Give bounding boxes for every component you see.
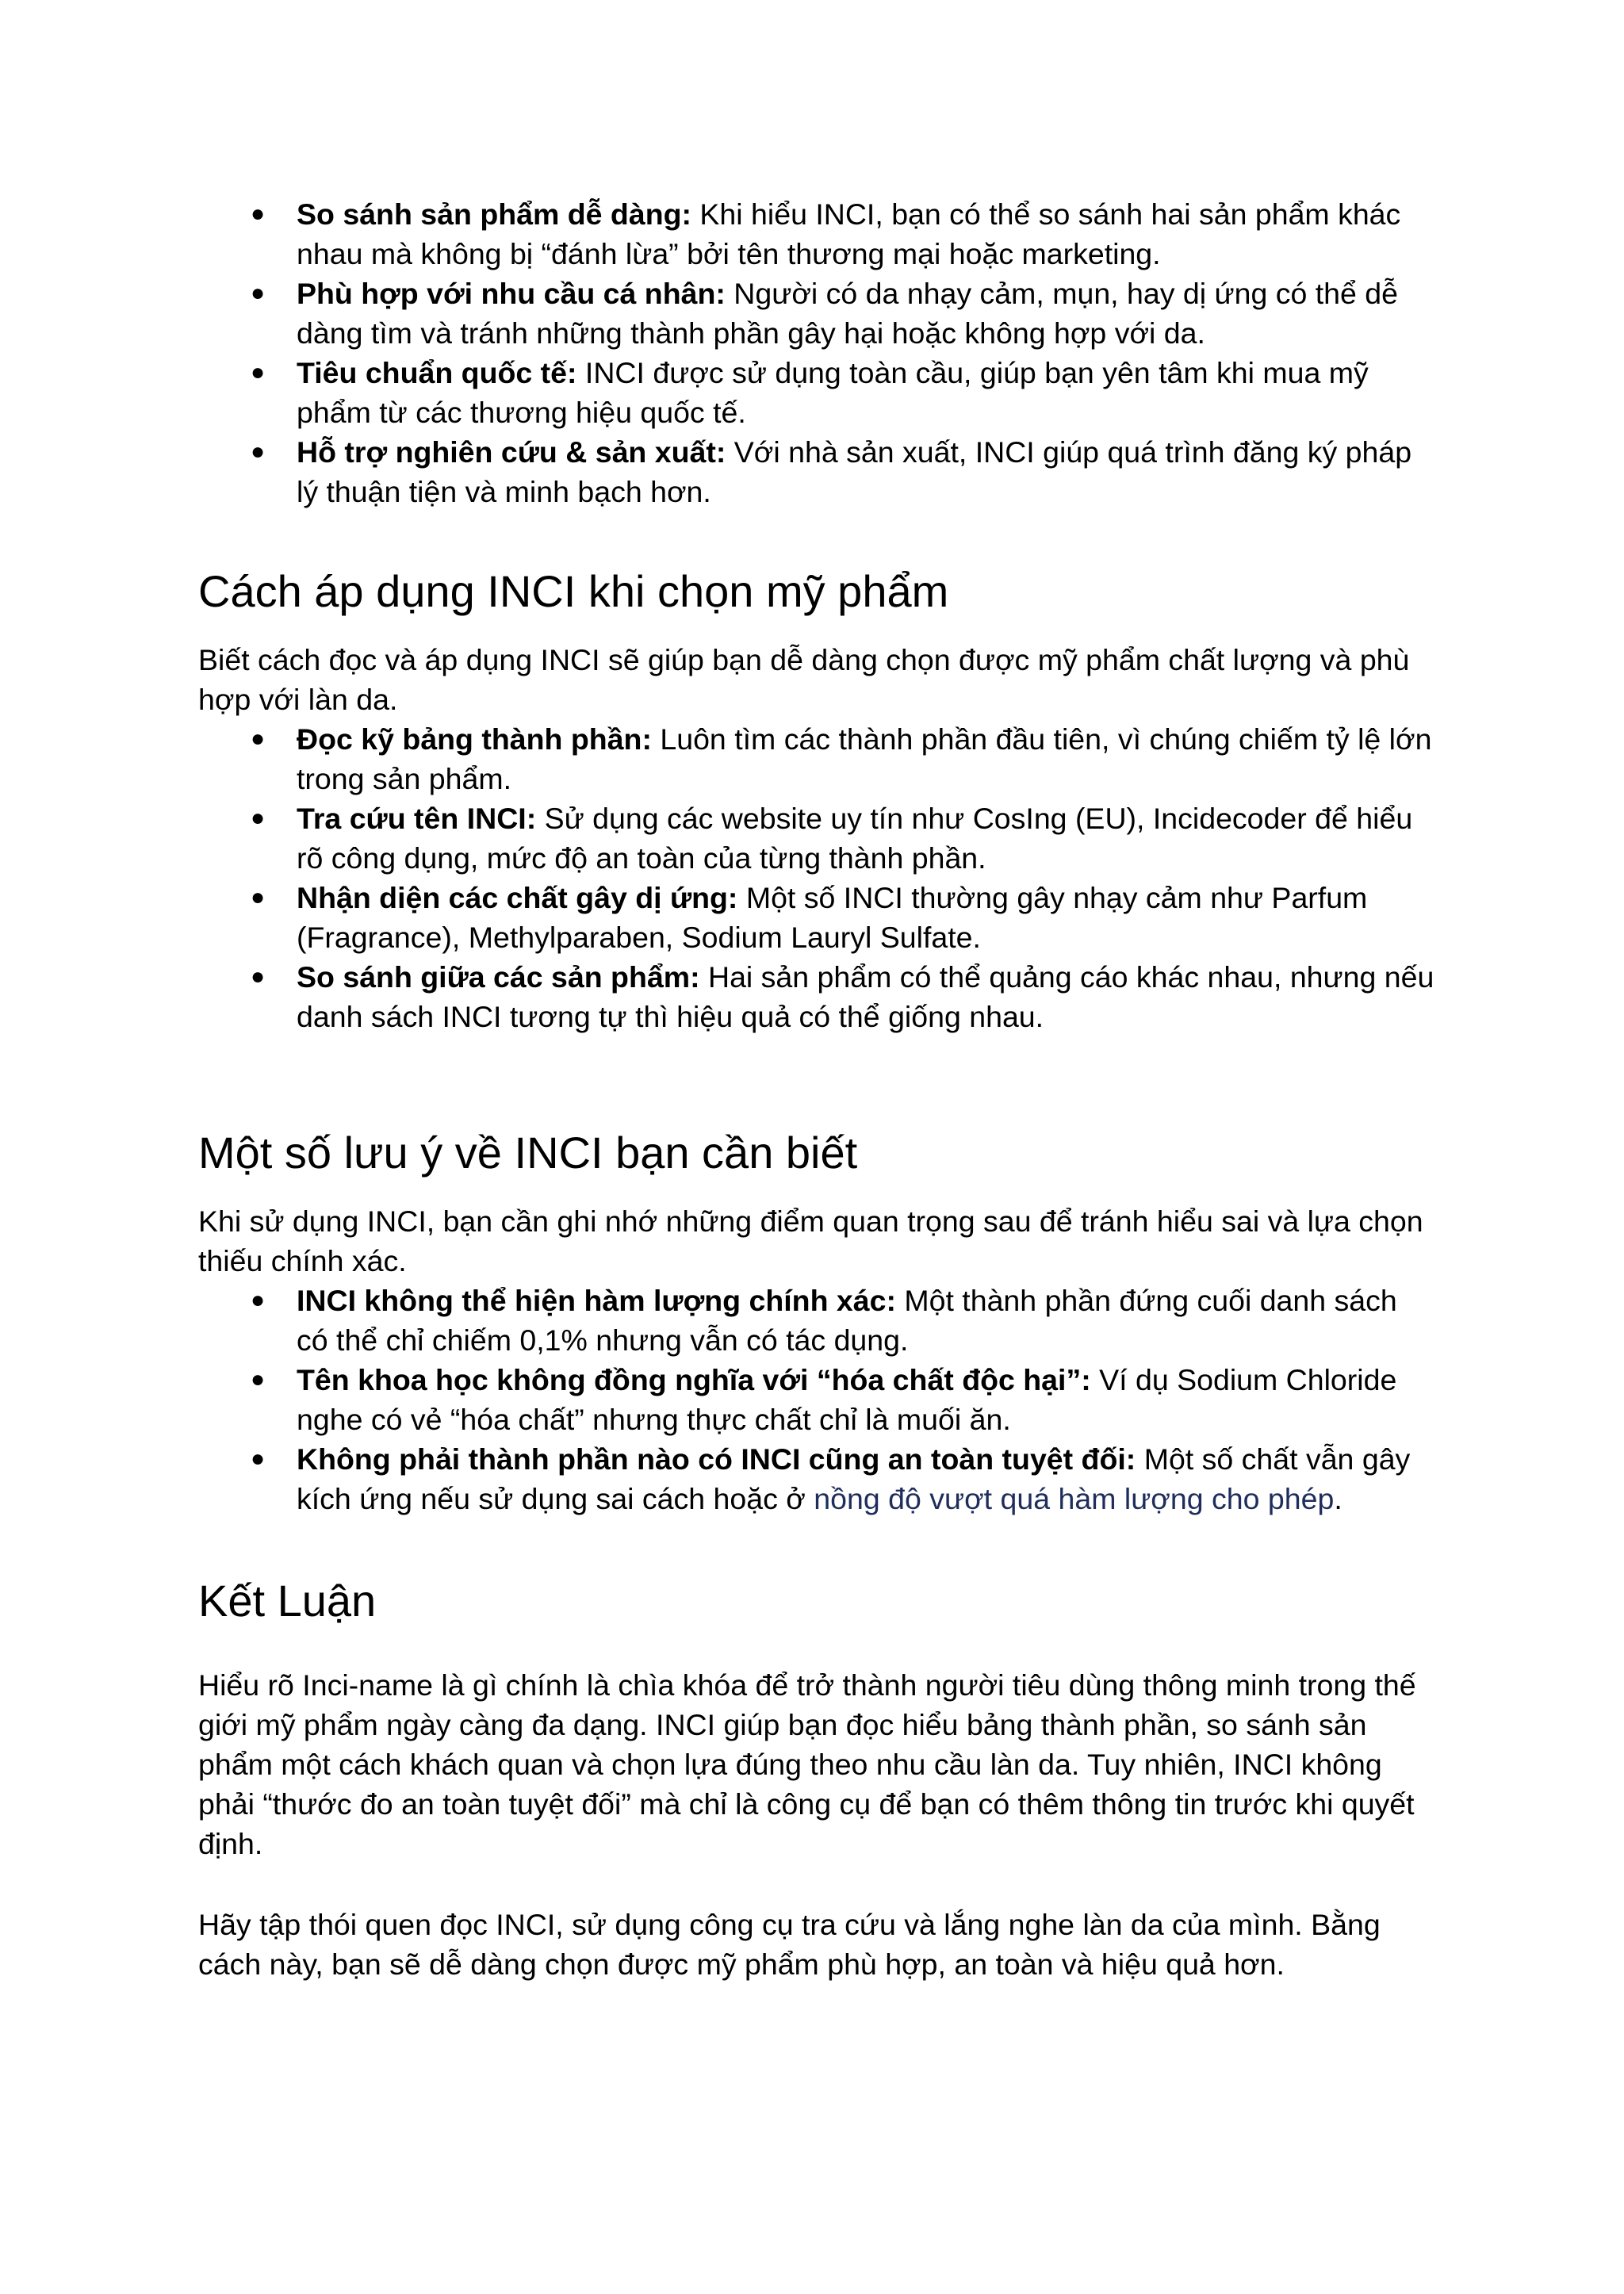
heading-notes: Một số lưu ý về INCI bạn cần biết <box>198 1128 858 1178</box>
list-item: ● So sánh sản phẩm dễ dàng: Khi hiểu INCI, bạn có thể so sánh hai sản phẩm khác nhau mà không bị “đánh lừa” bởi tên thương mại hoặc marketing. <box>198 194 1435 274</box>
list-item: ● INCI không thể hiện hàm lượng chính xác: Một thành phần đứng cuối danh sách có thể chỉ chiếm 0,1% nhưng vẫn có tác dụng. <box>198 1281 1435 1360</box>
bullet-icon: ● <box>251 726 266 752</box>
bullet-icon: ● <box>251 884 266 910</box>
bullet-icon: ● <box>251 1287 266 1313</box>
bullet-icon: ● <box>251 805 266 831</box>
benefits-list <box>198 194 1435 511</box>
list-item: ● Tiêu chuẩn quốc tế: INCI được sử dụng toàn cầu, giúp bạn yên tâm khi mua mỹ phẩm từ các thương hiệu quốc tế. <box>198 353 1435 432</box>
bullet-icon: ● <box>251 963 266 990</box>
benefits-list-section <box>198 194 1435 511</box>
list-item: ● So sánh giữa các sản phẩm: Hai sản phẩm có thể quảng cáo khác nhau, nhưng nếu danh sách INCI tương tự thì hiệu quả có thể giống nhau. <box>198 957 1435 1036</box>
bullet-icon: ● <box>251 439 266 465</box>
bullet-icon: ● <box>251 359 266 385</box>
list-item: ● Hỗ trợ nghiên cứu & sản xuất: Với nhà sản xuất, INCI giúp quá trình đăng ký pháp lý thuận tiện và minh bạch hơn. <box>198 432 1435 511</box>
notes-list <box>198 1281 1435 1518</box>
notes-list-section <box>198 1281 1435 1518</box>
apply-list-section <box>198 719 1435 1036</box>
heading-conclusion: Kết Luận <box>198 1576 377 1626</box>
list-item: ● Phù hợp với nhu cầu cá nhân: Người có da nhạy cảm, mụn, hay dị ứng có thể dễ dàng tìm và tránh những thành phần gây hại hoặc không hợp với da. <box>198 274 1435 353</box>
concentration-link[interactable]: nồng độ vượt quá hàm lượng cho phép <box>814 1482 1335 1515</box>
bullet-icon: ● <box>251 280 266 306</box>
bullet-icon: ● <box>251 1446 266 1472</box>
list-item: ● Nhận diện các chất gây dị ứng: Một số INCI thường gây nhạy cảm như Parfum (Fragrance), Methylparaben, Sodium Lauryl Sulfate. <box>198 878 1435 957</box>
bullet-icon: ● <box>251 1366 266 1392</box>
conclusion-paragraph-2: Hãy tập thói quen đọc INCI, sử dụng công cụ tra cứu và lắng nghe làn da của mình. Bằng cách này, bạn sẽ dễ dàng chọn được mỹ phẩm phù hợp, an toàn và hiệu quả hơn. <box>198 1908 1381 1981</box>
apply-list <box>198 719 1435 1036</box>
list-item: ● Tên khoa học không đồng nghĩa với “hóa chất độc hại”: Ví dụ Sodium Chloride nghe có vẻ “hóa chất” nhưng thực chất chỉ là muối ăn. <box>198 1360 1435 1439</box>
conclusion-paragraph-1: Hiểu rõ Inci-name là gì chính là chìa khóa để trở thành người tiêu dùng thông minh trong thế giới mỹ phẩm ngày càng đa dạng. INCI giúp bạn đọc hiểu bảng thành phần, so sánh sản phẩm một cách khách quan và chọn lựa đúng theo nhu cầu làn da. Tuy nhiên, INCI không phải “thước đo an toàn tuyệt đối” mà chỉ là công cụ để bạn có thêm thông tin trước khi quyết định. <box>198 1668 1416 1860</box>
list-item: ● Tra cứu tên INCI: Sử dụng các website uy tín như CosIng (EU), Incidecoder để hiểu rõ công dụng, mức độ an toàn của từng thành phần. <box>198 798 1435 878</box>
list-item: ● Đọc kỹ bảng thành phần: Luôn tìm các thành phần đầu tiên, vì chúng chiếm tỷ lệ lớn trong sản phẩm. <box>198 719 1435 798</box>
intro-apply: Biết cách đọc và áp dụng INCI sẽ giúp bạn dễ dàng chọn được mỹ phẩm chất lượng và phù hợp với làn da. <box>198 643 1410 716</box>
intro-notes: Khi sử dụng INCI, bạn cần ghi nhớ những điểm quan trọng sau để tránh hiểu sai và lựa chọn thiếu chính xác. <box>198 1204 1423 1277</box>
list-item: ● Không phải thành phần nào có INCI cũng an toàn tuyệt đối: Một số chất vẫn gây kích ứng nếu sử dụng sai cách hoặc ở nồng độ vượt quá hàm lượng cho phép. <box>198 1439 1435 1518</box>
bullet-icon: ● <box>251 201 266 227</box>
heading-apply: Cách áp dụng INCI khi chọn mỹ phẩm <box>198 566 949 616</box>
